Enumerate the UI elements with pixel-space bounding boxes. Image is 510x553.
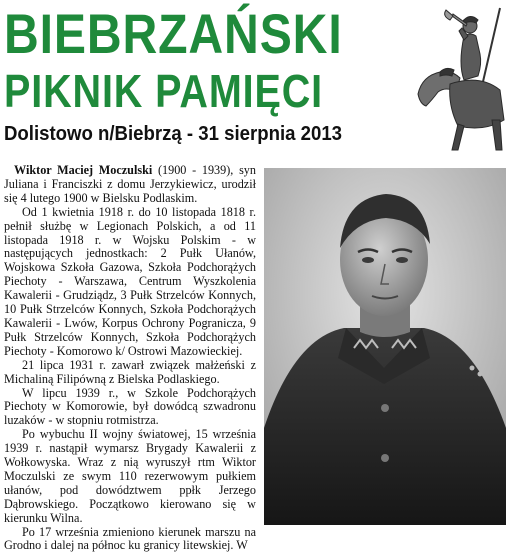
- article-paragraph-4: W lipcu 1939 r., w Szkole Podchorążych Piechoty w Komorowie, był dowódcą szwadronu luzaków - w stopniu rotmistrza.: [4, 385, 256, 428]
- article-paragraph-1: [4, 164, 256, 206]
- portrait-image: [264, 168, 506, 525]
- trumpeter-illustration: [412, 6, 508, 152]
- article-lead-name: Wiktor Maciej Moczulski: [14, 163, 153, 177]
- masthead-title-line1: BIEBRZAŃSKI: [4, 2, 343, 65]
- officer-portrait-photo: [264, 168, 506, 525]
- article-lead-text: (1900 - 1939), syn Juliana i Franciszki z domu Jerzykiewicz, urodził się 4 lutego 1900 w Bielsku Podlaskim.: [4, 163, 256, 205]
- article-text: [4, 163, 256, 553]
- masthead: [0, 0, 510, 158]
- article-paragraph-2: Od 1 kwietnia 1918 r. do 10 listopada 1818 r. pełnił służbę w Legionach Polskich, a od 11 listopada 1918 r. w Wojsku Polskim - w następujących jednostkach: 2 Pułk Ułanów, Wojskowa Szkoła Gazowa, Szkoła Podchorążych Piechoty - Warszawa, Centrum Wyszkolenia Kawalerii - Grudziądz, 3 Pułk Strzelców Konnych, 10 Pułk Strzelców Konnych, Szkoła Podchorążych Kawalerii - Lwów, Korpus Ochrony Pogranicza, 9 Pułk Strzelców Konnych, Szkoła Podchorążych Piechoty - Komorowo k/ Ostrowi Mazowieckiej.: [4, 204, 256, 358]
- article-paragraph-5: Po wybuchu II wojny światowej, 15 września 1939 r. nastąpił wymarsz Brygady Kawalerii z Wołkowyska. Wraz z nią wyruszył rtm Wiktor Moczulski ze swym 110 rezerwowym pułkiem ułanów, pod dowództwem ppłk Jerzego Dąbrowskiego. Początkowo kierowano się w kierunku Wilna.: [4, 427, 256, 525]
- article-paragraph-3: 21 lipca 1931 r. zawarł związek małżeński z Michaliną Filipówną z Bielska Podlaskiego.: [4, 357, 256, 386]
- masthead-title-line2: PIKNIK PAMIĘCI: [4, 65, 324, 117]
- masthead-subtitle: Dolistowo n/Biebrzą - 31 sierpnia 2013: [4, 123, 343, 145]
- article-paragraph-6: Po 17 września zmieniono kierunek marszu na Grodno i dalej na północ ku granicy litewskiej. W: [4, 524, 256, 553]
